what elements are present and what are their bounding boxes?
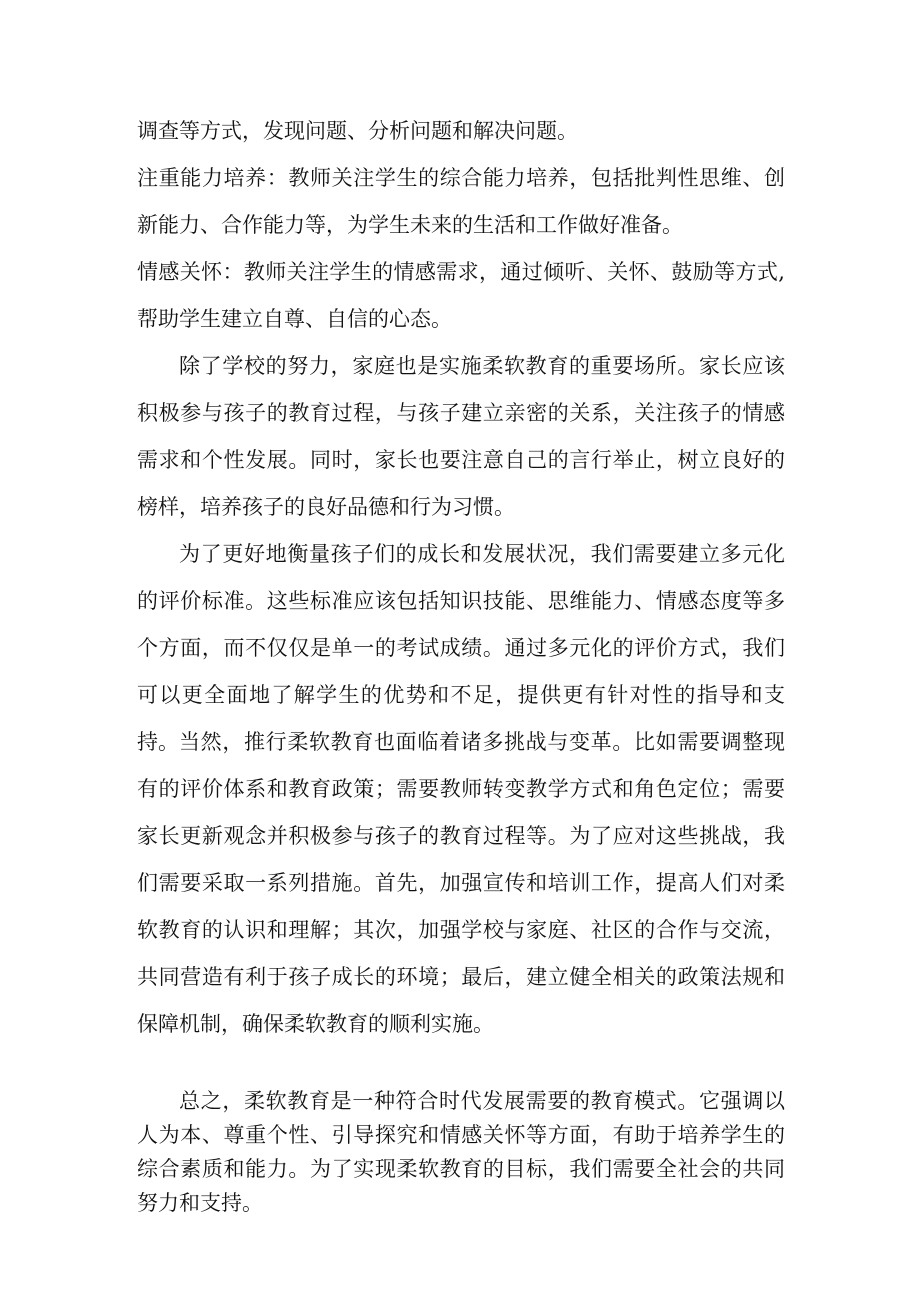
paragraph-continuation: 调查等方式，发现问题、分析问题和解决问题。 bbox=[137, 119, 578, 143]
paragraph-conclusion: 总之，柔软教育是一种符合时代发展需要的教育模式。它强调以人为本、尊重个性、引导探究和情感关怀等方面，有助于培养学生的综合素质和能力。为了实现柔软教育的目标，我们需要全社会的共同努力和支持。 bbox=[137, 1089, 785, 1215]
paragraph-ability-cultivation: 注重能力培养：教师关注学生的综合能力培养，包括批判性思维、创新能力、合作能力等，为学生未来的生活和工作做好准备。 bbox=[137, 166, 785, 237]
paragraph-challenges: 当然，推行柔软教育也面临着诸多挑战与变革。比如需要调整现有的评价体系和教育政策；需要教师转变教学方式和角色定位；需要家长更新观念并积极参与孩子的教育过程等。为了应对这些挑战，我们需要采取一系列措施。首先，加强宣传和培训工作，提高人们对柔软教育的认识和理解；其次，加强学校与家庭、社区的合作与交流，共同营造有利于孩子成长的环境；最后，建立健全相关的政策法规和保障机制，确保柔软教育的顺利实施。 bbox=[137, 730, 785, 1036]
paragraph-evaluation-standards: 为了更好地衡量孩子们的成长和发展状况，我们需要建立多元化的评价标准。这些标准应该包括知识技能、思维能力、情感态度等多个方面，而不仅仅是单一的考试成绩。通过多元化的评价方式，我们可以更全面地了解学生的优势和不足，提供更有针对性的指导和支持。 bbox=[137, 542, 785, 754]
paragraph-family-role: 除了学校的努力，家庭也是实施柔软教育的重要场所。家长应该积极参与孩子的教育过程，与孩子建立亲密的关系，关注孩子的情感需求和个性发展。同时，家长也要注意自己的言行举止，树立良好的榜样，培养孩子的良好品德和行为习惯。 bbox=[137, 354, 785, 519]
paragraph-emotional-care: 情感关怀：教师关注学生的情感需求，通过倾听、关怀、鼓励等方式,帮助学生建立自尊、自信的心态。 bbox=[137, 260, 785, 331]
